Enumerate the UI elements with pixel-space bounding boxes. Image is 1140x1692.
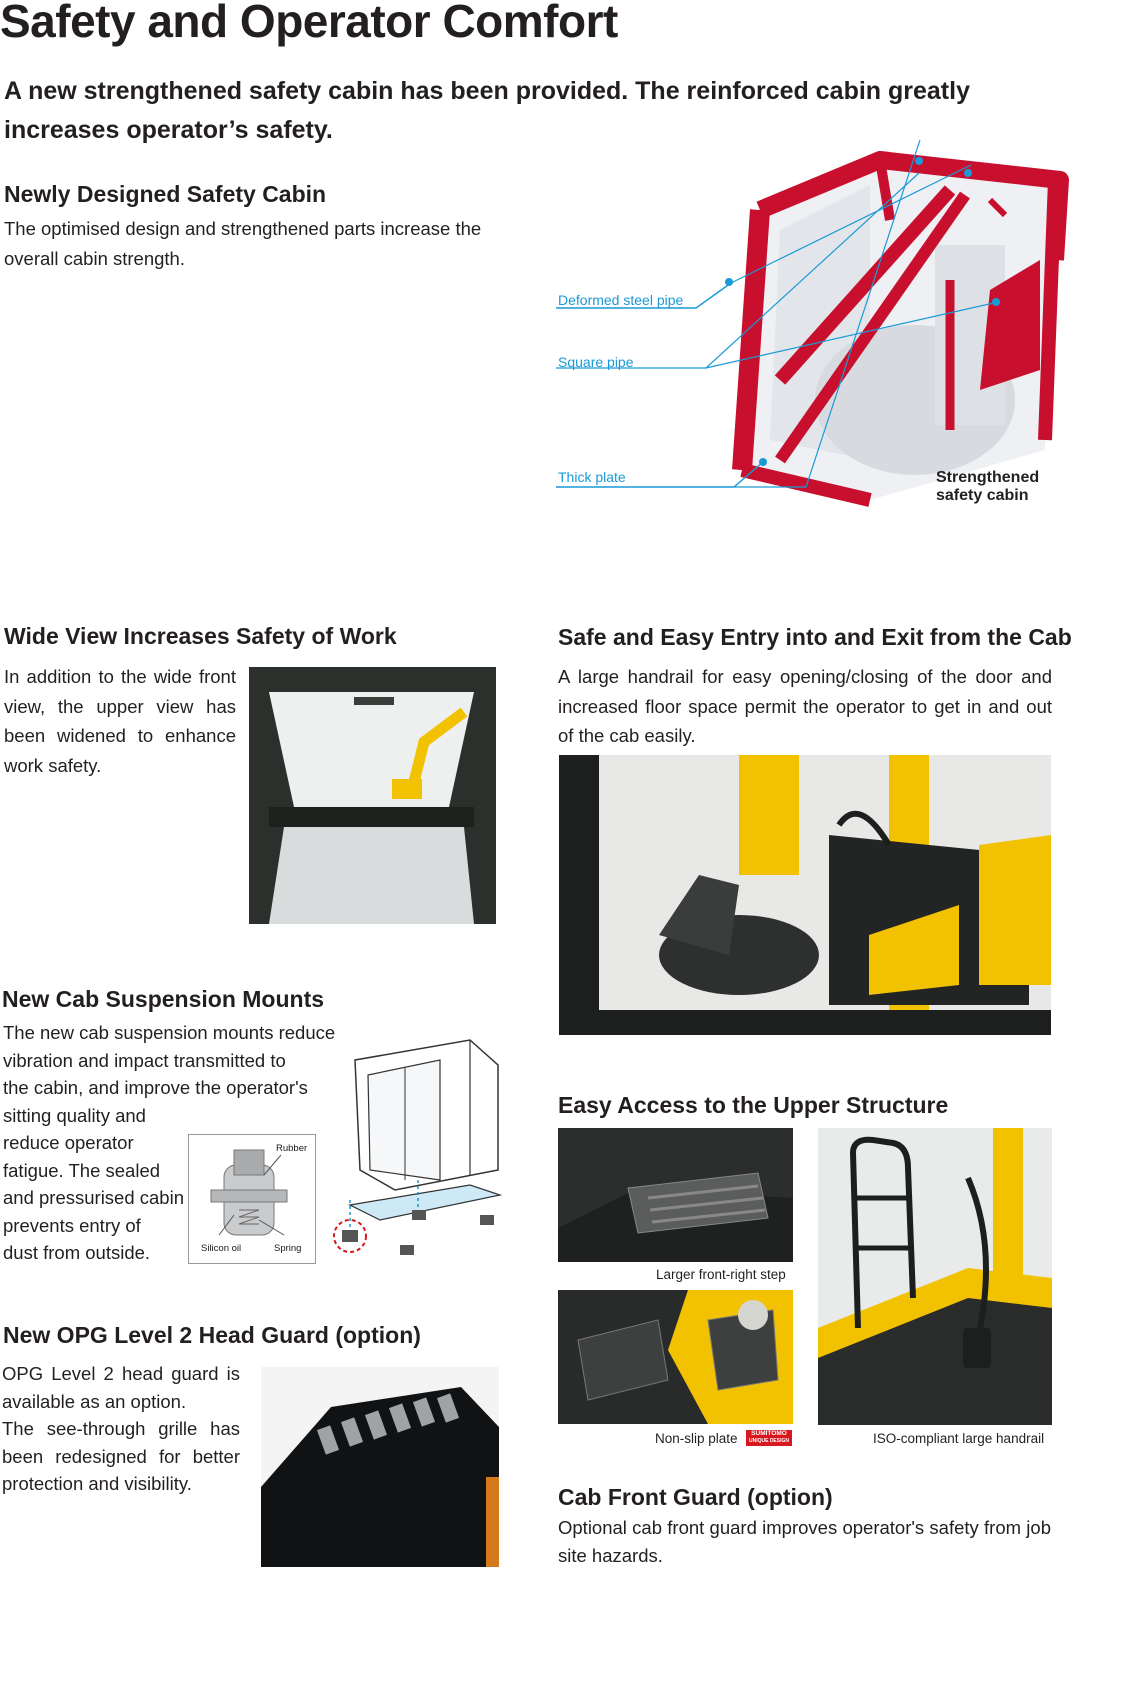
- suspension-text-line: the cabin, and improve the operator's: [3, 1077, 308, 1098]
- front-guard-text: Optional cab front guard improves operator's safety from job site hazards.: [558, 1517, 1051, 1566]
- opg-photo: [261, 1367, 499, 1567]
- opg-text-2: The see-through grille has been redesigned for better protection and visibility.: [2, 1418, 240, 1494]
- suspension-text-line: sitting quality and: [3, 1104, 146, 1126]
- upper-access-heading: Easy Access to the Upper Structure: [558, 1092, 949, 1118]
- rubber-label: Rubber: [276, 1143, 308, 1154]
- front-guard-heading: Cab Front Guard (option): [558, 1484, 833, 1510]
- spring-label: Spring: [274, 1243, 302, 1254]
- suspension-text-line: reduce operator: [3, 1132, 134, 1153]
- badge-line2: UNIQUE DESIGN: [748, 1437, 789, 1444]
- entry-heading: Safe and Easy Entry into and Exit from the Cab: [558, 624, 1072, 650]
- silicon-oil-label: Silicon oil: [201, 1243, 242, 1254]
- opg-heading: New OPG Level 2 Head Guard (option): [3, 1322, 421, 1348]
- callout-lines: [556, 140, 1006, 500]
- page-title: Safety and Operator Comfort: [0, 0, 618, 47]
- wide-view-heading: Wide View Increases Safety of Work: [4, 623, 397, 649]
- step-photo: [558, 1128, 793, 1262]
- wide-view-text: In addition to the wide front view, the upper view has been widened to enhance work safety.: [4, 666, 236, 776]
- suspension-text-line: The new cab suspension mounts reduce: [3, 1022, 336, 1043]
- callout-square-pipe: Square pipe: [558, 354, 634, 370]
- suspension-text-line: prevents entry of: [3, 1214, 141, 1236]
- suspension-heading: New Cab Suspension Mounts: [2, 986, 325, 1012]
- cabin-caption: [936, 469, 1039, 505]
- suspension-text-line: vibration and impact transmitted to: [3, 1049, 286, 1071]
- suspension-text-line: fatigue. The sealed: [3, 1159, 161, 1181]
- plate-caption: Non-slip plate: [655, 1431, 738, 1446]
- handrail-caption: ISO-compliant large handrail: [873, 1431, 1045, 1446]
- step-caption: Larger front-right step: [656, 1267, 786, 1282]
- callout-deformed-steel-pipe: Deformed steel pipe: [558, 292, 684, 308]
- suspension-text-line: and pressurised cabin: [3, 1187, 184, 1208]
- entry-text: A large handrail for easy opening/closing of the door and increased floor space permit the operator to get in and out of the cab easily.: [558, 666, 1052, 746]
- sumitomo-badge: [746, 1430, 792, 1446]
- lead-text: A new strengthened safety cabin has been provided. The reinforced cabin greatly increases operator’s safety.: [4, 77, 970, 144]
- opg-text-1: OPG Level 2 head guard is available as an option.: [2, 1363, 240, 1412]
- entry-photo: [559, 755, 1051, 1035]
- safety-cabin-heading: Newly Designed Safety Cabin: [4, 181, 327, 207]
- cabin-caption-line1: Strengthened: [936, 469, 1040, 486]
- suspension-cab-drawing: [320, 1030, 510, 1270]
- callout-thick-plate: Thick plate: [558, 469, 626, 485]
- handrail-photo: [818, 1128, 1052, 1425]
- safety-cabin-text: The optimised design and strengthened parts increase the overall cabin strength.: [4, 218, 482, 269]
- cabin-caption-line2: safety cabin: [936, 487, 1029, 504]
- badge-line1: SUMITOMO: [751, 1430, 787, 1437]
- mount-detail-box: [188, 1134, 316, 1264]
- suspension-text-line: dust from outside.: [3, 1242, 151, 1263]
- wide-view-photo: [249, 667, 496, 924]
- plate-photo: [558, 1290, 793, 1424]
